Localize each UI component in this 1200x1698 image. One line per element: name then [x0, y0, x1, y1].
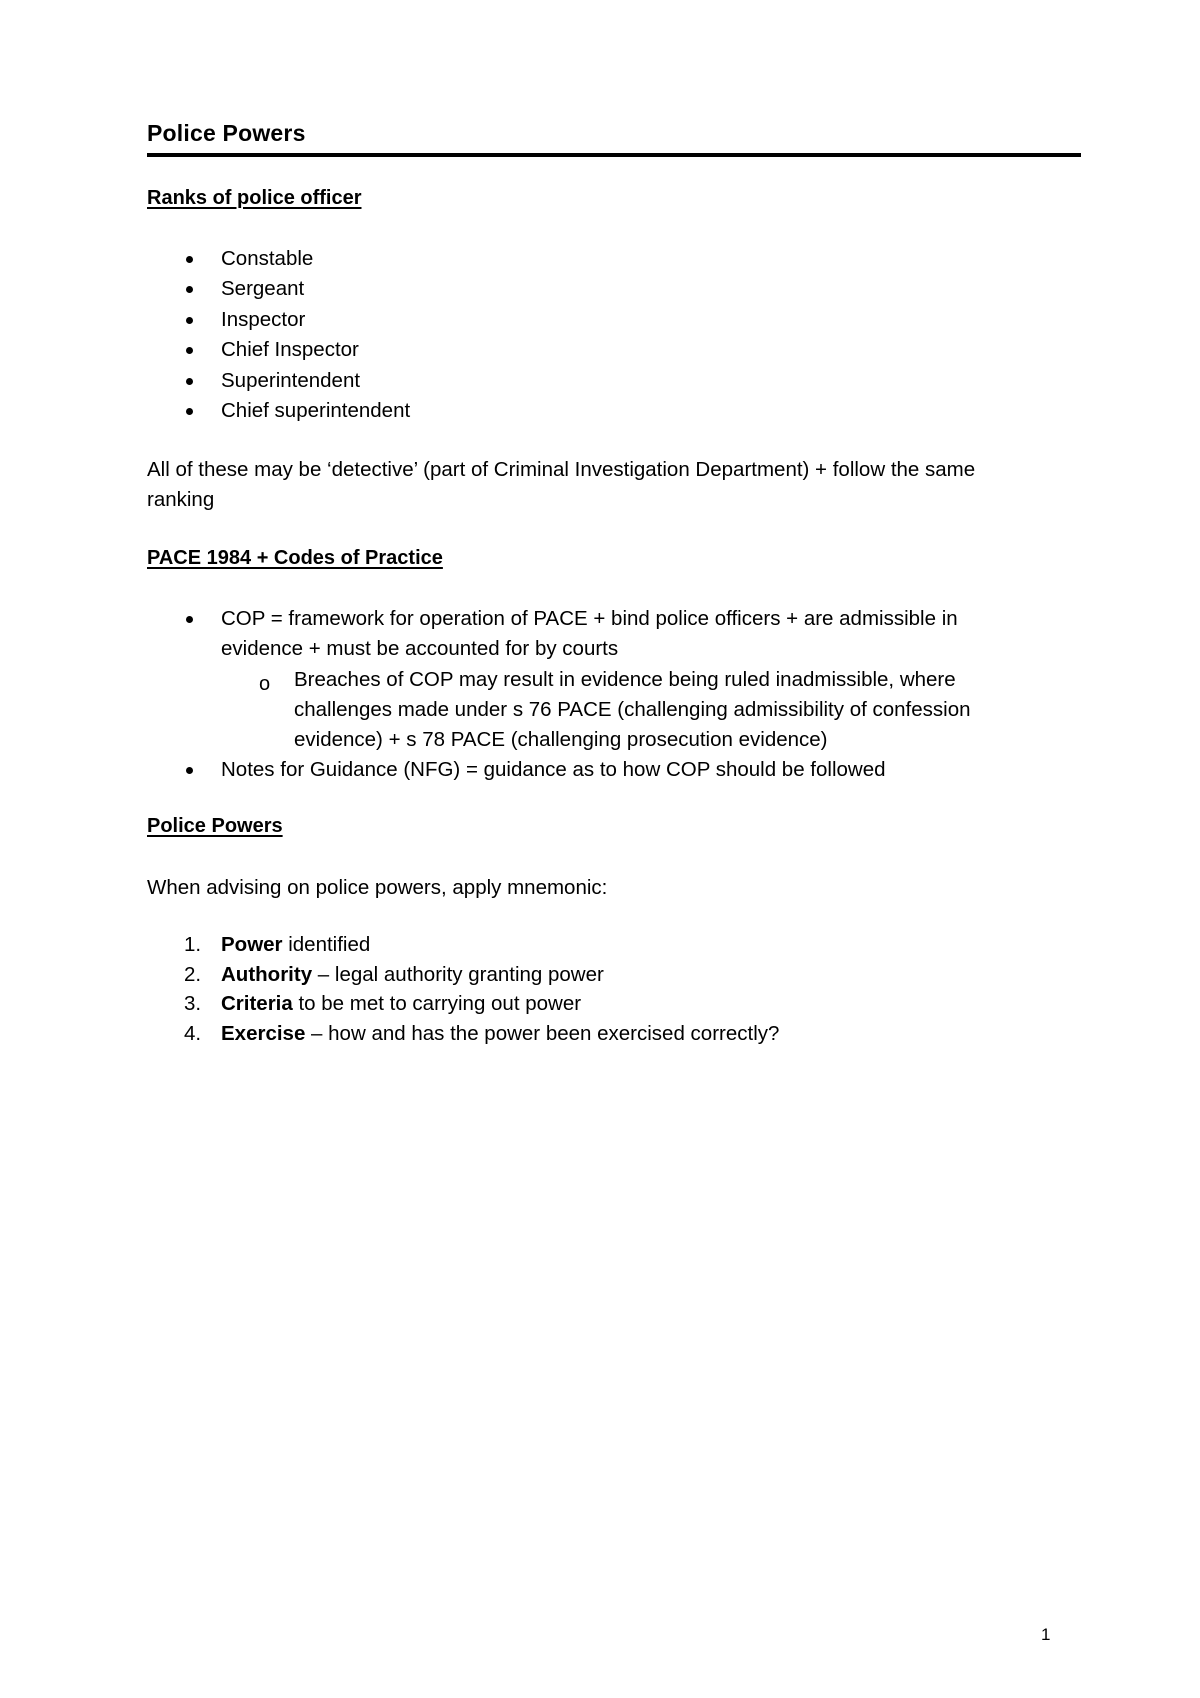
bullet-dot: [186, 378, 193, 385]
list-item: [147, 755, 1027, 785]
list-item: Chief superintendent: [147, 396, 1047, 426]
list-item: Sergeant: [147, 274, 1047, 304]
list-item: Chief Inspector: [147, 335, 1047, 365]
bullet-dot: [186, 616, 193, 623]
bullet-dot: [186, 767, 193, 774]
bullet-dot: [186, 256, 193, 263]
pace-heading: PACE 1984 + Codes of Practice: [147, 547, 443, 569]
list-item: Superintendent: [147, 366, 1047, 396]
powers-intro: When advising on police powers, apply mnemonic:: [147, 876, 608, 899]
ranks-note: All of these may be ‘detective’ (part of Criminal Investigation Department) + follow the same ranking: [147, 458, 976, 511]
bullet-dot: [186, 286, 193, 293]
nfg-bullet-text: Notes for Guidance (NFG) = guidance as to how COP should be followed: [221, 757, 886, 781]
list-item: 3. Criteria to be met to carrying out power: [184, 992, 582, 1015]
breaches-text: Breaches of COP may result in evidence being ruled inadmissible, where challenges made under s 76 PACE (challenging admissibility of confession evidence) + s 78 PACE (challenging prosecution evidence): [294, 667, 971, 751]
ranks-list: [147, 244, 1047, 426]
ranks-heading: Ranks of police officer: [147, 187, 362, 209]
powers-heading: Police Powers: [147, 815, 283, 837]
list-item: 4. Exercise – how and has the power been exercised correctly?: [184, 1021, 780, 1045]
list-item: Inspector: [147, 305, 1047, 335]
page-title: Police Powers: [147, 120, 306, 146]
list-item: 2. Authority – legal authority granting power: [184, 962, 604, 986]
sub-bullet-marker: o: [259, 672, 271, 695]
list-item: [221, 665, 1027, 755]
pace-sub-list: [221, 665, 1027, 755]
mnemonic-list: [147, 930, 1047, 1048]
list-item: Constable: [147, 244, 1047, 274]
list-item: 1. Power identified: [184, 933, 371, 956]
bullet-dot: [186, 408, 193, 415]
title-underline: [147, 153, 1081, 157]
bullet-dot: [186, 347, 193, 354]
page-number: 1: [1041, 1625, 1051, 1644]
pace-list: [147, 604, 1027, 785]
cop-bullet-text: COP = framework for operation of PACE + bind police officers + are admissible in evidence + must be accounted for by courts: [221, 607, 958, 661]
list-item: [147, 604, 1027, 755]
bullet-dot: [186, 317, 193, 324]
